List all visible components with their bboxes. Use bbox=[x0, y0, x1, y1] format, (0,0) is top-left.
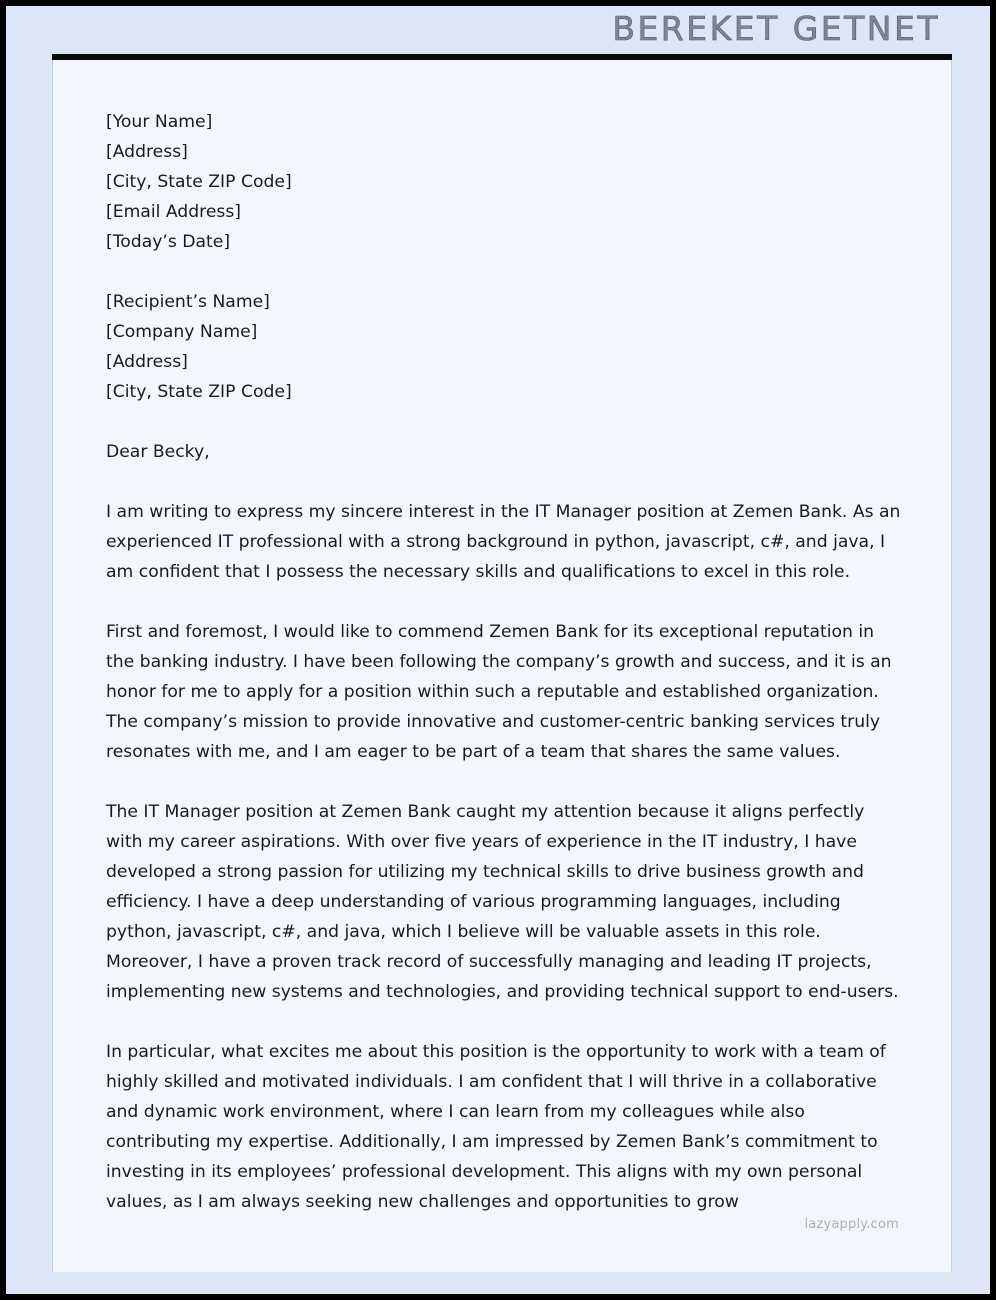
recipient-line: [City, State ZIP Code] bbox=[106, 382, 292, 402]
recipient-line: [Company Name] bbox=[106, 322, 258, 342]
recipient-address-block bbox=[106, 287, 902, 407]
sender-line: [Your Name] bbox=[106, 112, 213, 132]
sender-address-block bbox=[106, 107, 902, 257]
recipient-line: [Address] bbox=[106, 352, 188, 372]
letter-sheet bbox=[52, 60, 952, 1272]
letter-paragraph: The IT Manager position at Zemen Bank caught my attention because it aligns perfectly with my career aspirations. With over five years of experience in the IT industry, I have developed a strong passion for utilizing my technical skills to drive business growth and efficiency. I have a deep understanding of various programming languages, including python, javascript, c#, and java, which I believe will be valuable assets in this role. Moreover, I have a proven track record of successfully managing and leading IT projects, implementing new systems and technologies, and providing technical support to end-users. bbox=[106, 802, 899, 1002]
letter-body bbox=[106, 107, 902, 1247]
sender-line: [Email Address] bbox=[106, 202, 242, 222]
watermark: lazyapply.com bbox=[804, 1217, 899, 1232]
letter-paragraph: In particular, what excites me about this position is the opportunity to work with a team of highly skilled and motivated individuals. I am confident that I will thrive in a collaborative and dynamic work environment, where I can learn from my colleagues while also contributing my expertise. Additionally, I am impressed by Zemen Bank’s commitment to investing in its employees’ professional development. This aligns with my own personal values, as I am always seeking new challenges and opportunities to grow bbox=[106, 1042, 886, 1212]
document-header bbox=[12, 9, 984, 54]
sender-line: [Address] bbox=[106, 142, 188, 162]
applicant-name: BEREKET GETNET bbox=[612, 9, 940, 48]
sender-line: [Today’s Date] bbox=[106, 232, 231, 252]
letter-paragraph: I am writing to express my sincere interest in the IT Manager position at Zemen Bank. As an experienced IT professional with a strong background in python, javascript, c#, and java, I am confident that I possess the necessary skills and qualifications to excel in this role. bbox=[106, 502, 901, 582]
salutation: Dear Becky, bbox=[106, 442, 210, 462]
recipient-line: [Recipient’s Name] bbox=[106, 292, 270, 312]
letter-paragraph: First and foremost, I would like to commend Zemen Bank for its exceptional reputation in the banking industry. I have been following the company’s growth and success, and it is an honor for me to apply for a position within such a reputable and established organization. The company’s mission to provide innovative and customer-centric banking services truly resonates with me, and I am eager to be part of a team that shares the same values. bbox=[106, 622, 892, 762]
sender-line: [City, State ZIP Code] bbox=[106, 172, 292, 192]
